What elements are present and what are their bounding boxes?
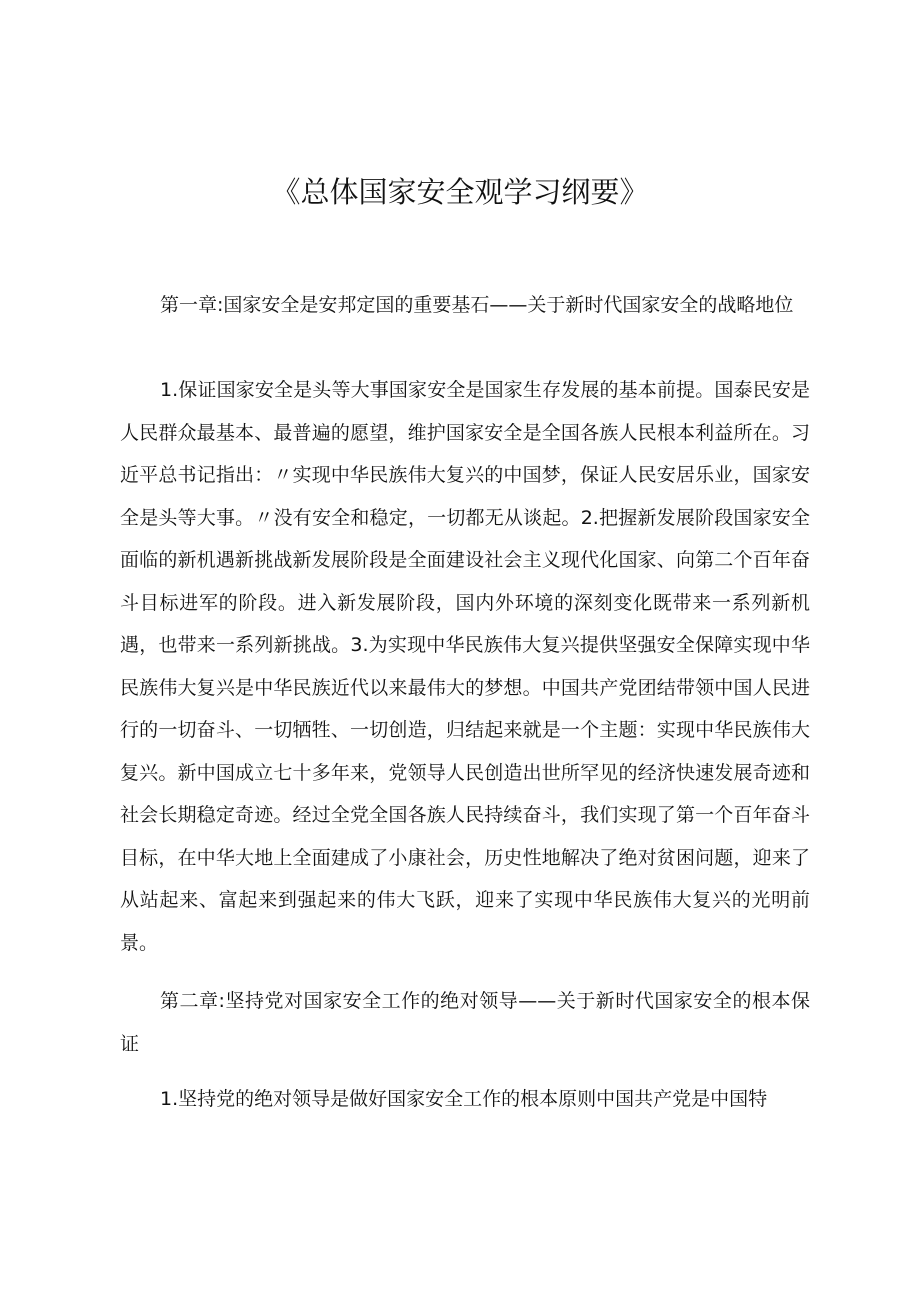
document-title: 《总体国家安全观学习纲要》 bbox=[271, 175, 649, 209]
chapter-1-paragraph: 1.保证国家安全是头等大事国家安全是国家生存发展的基本前提。国泰民安是人民群众最基本、最普遍的愿望，维护国家安全是全国各族人民根本利益所在。习近平总书记指出：〃实现中华民族伟大复兴的中国梦，保证人民安居乐业，国家安全是头等大事。〃没有安全和稳定，一切都无从谈起。2.把握新发展阶段国家安全面临的新机遇新挑战新发展阶段是全面建设社会主义现代化国家、向第二个百年奋斗目标进军的阶段。进入新发展阶段，国内外环境的深刻变化既带来一系列新机遇，也带来一系列新挑战。3.为实现中华民族伟大复兴提供坚强安全保障实现中华民族伟大复兴是中华民族近代以来最伟大的梦想。中国共产党团结带领中国人民进行的一切奋斗、一切牺牲、一切创造，归结起来就是一个主题：实现中华民族伟大复兴。新中国成立七十多年来，党领导人民创造出世所罕见的经济快速发展奇迹和社会长期稳定奇迹。经过全党全国各族人民持续奋斗，我们实现了第一个百年奋斗目标，在中华大地上全面建成了小康社会，历史性地解决了绝对贫困问题，迎来了从站起来、富起来到强起来的伟大飞跃，迎来了实现中华民族伟大复兴的光明前景。 bbox=[120, 379, 810, 954]
chapter-2-heading: 第二章:坚持党对国家安全工作的绝对领导——关于新时代国家安全的根本保证 bbox=[120, 990, 810, 1055]
chapter-2-paragraph: 1.坚持党的绝对领导是做好国家安全工作的根本原则中国共产党是中国特 bbox=[160, 1088, 768, 1110]
chapter-1-heading: 第一章:国家安全是安邦定国的重要基石——关于新时代国家安全的战略地位 bbox=[160, 294, 794, 316]
